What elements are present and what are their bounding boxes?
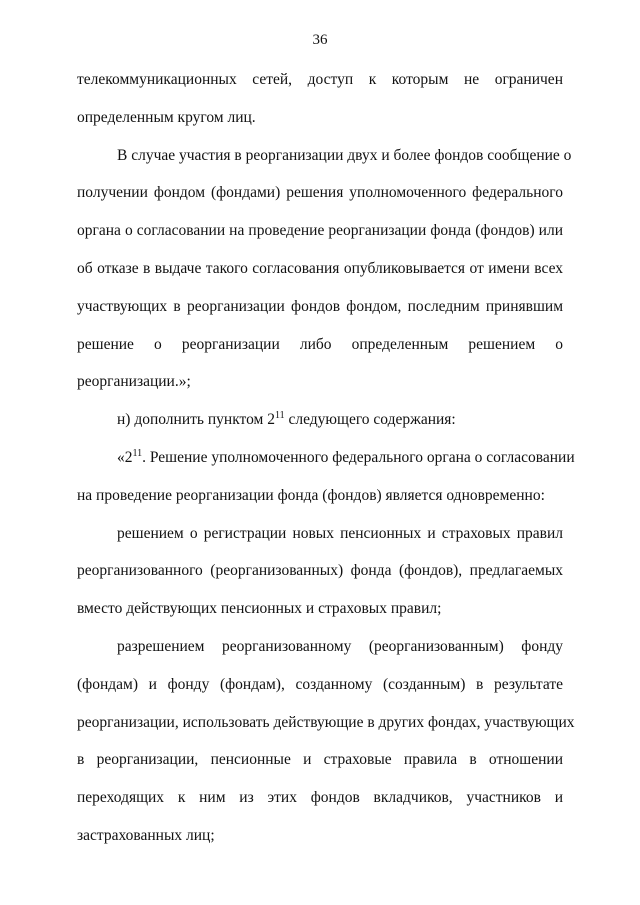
- paragraph-first-line: [77, 447, 575, 487]
- paragraph-first-line: решением о регистрации новых пенсионных и страховых правил: [117, 524, 563, 542]
- paragraph-first-line: разрешением реорганизованному (реорганизованным) фонду: [117, 637, 563, 655]
- text-line: на проведение реорганизации фонда (фондов) является одновременно:: [77, 486, 545, 504]
- text-line: об отказе в выдаче такого согласования опубликовывается от имени всех: [77, 259, 563, 277]
- text-line: получении фондом (фондами) решения уполномоченного федерального: [77, 184, 563, 202]
- paragraph-first-line: В случае участия в реорганизации двух и более фондов сообщение о: [117, 146, 572, 164]
- text-line: телекоммуникационных сетей, доступ к которым не ограничен: [77, 71, 563, 88]
- text-line: органа о согласовании на проведение реорганизации фонда (фондов) или: [77, 222, 563, 240]
- text-line: реорганизации.»;: [77, 373, 191, 391]
- body-text: [77, 71, 575, 865]
- text-line: переходящих к ним из этих фондов вкладчиков, участников и: [77, 789, 563, 807]
- text-line: решение о реорганизации либо определенным решением о: [77, 335, 563, 353]
- text-line: вместо действующих пенсионных и страховых правил;: [77, 600, 442, 618]
- text-line: в реорганизации, пенсионные и страховые правила в отношении: [77, 751, 563, 769]
- paragraph-first-line: [77, 411, 563, 449]
- text-line: определенным кругом лиц.: [77, 108, 256, 126]
- text-fragment: н) дополнить пунктом 2: [117, 411, 275, 429]
- text-fragment: следующего содержания:: [284, 411, 456, 429]
- superscript: 11: [274, 410, 285, 422]
- text-line: реорганизованного (реорганизованных) фонда (фондов), предлагаемых: [77, 562, 563, 580]
- superscript: 11: [132, 447, 143, 459]
- text-line: застрахованных лиц;: [77, 826, 215, 844]
- text-line: реорганизации, использовать действующие в других фондах, участвующих: [77, 713, 575, 731]
- text-fragment: . Решение уполномоченного федерального органа о согласовании: [142, 448, 575, 466]
- text-line: (фондам) и фонду (фондам), созданному (созданным) в результате: [77, 675, 563, 693]
- text-line: участвующих в реорганизации фондов фондом, последним принявшим: [77, 297, 563, 315]
- page-number: 36: [312, 32, 328, 48]
- text-fragment: «2: [117, 448, 133, 466]
